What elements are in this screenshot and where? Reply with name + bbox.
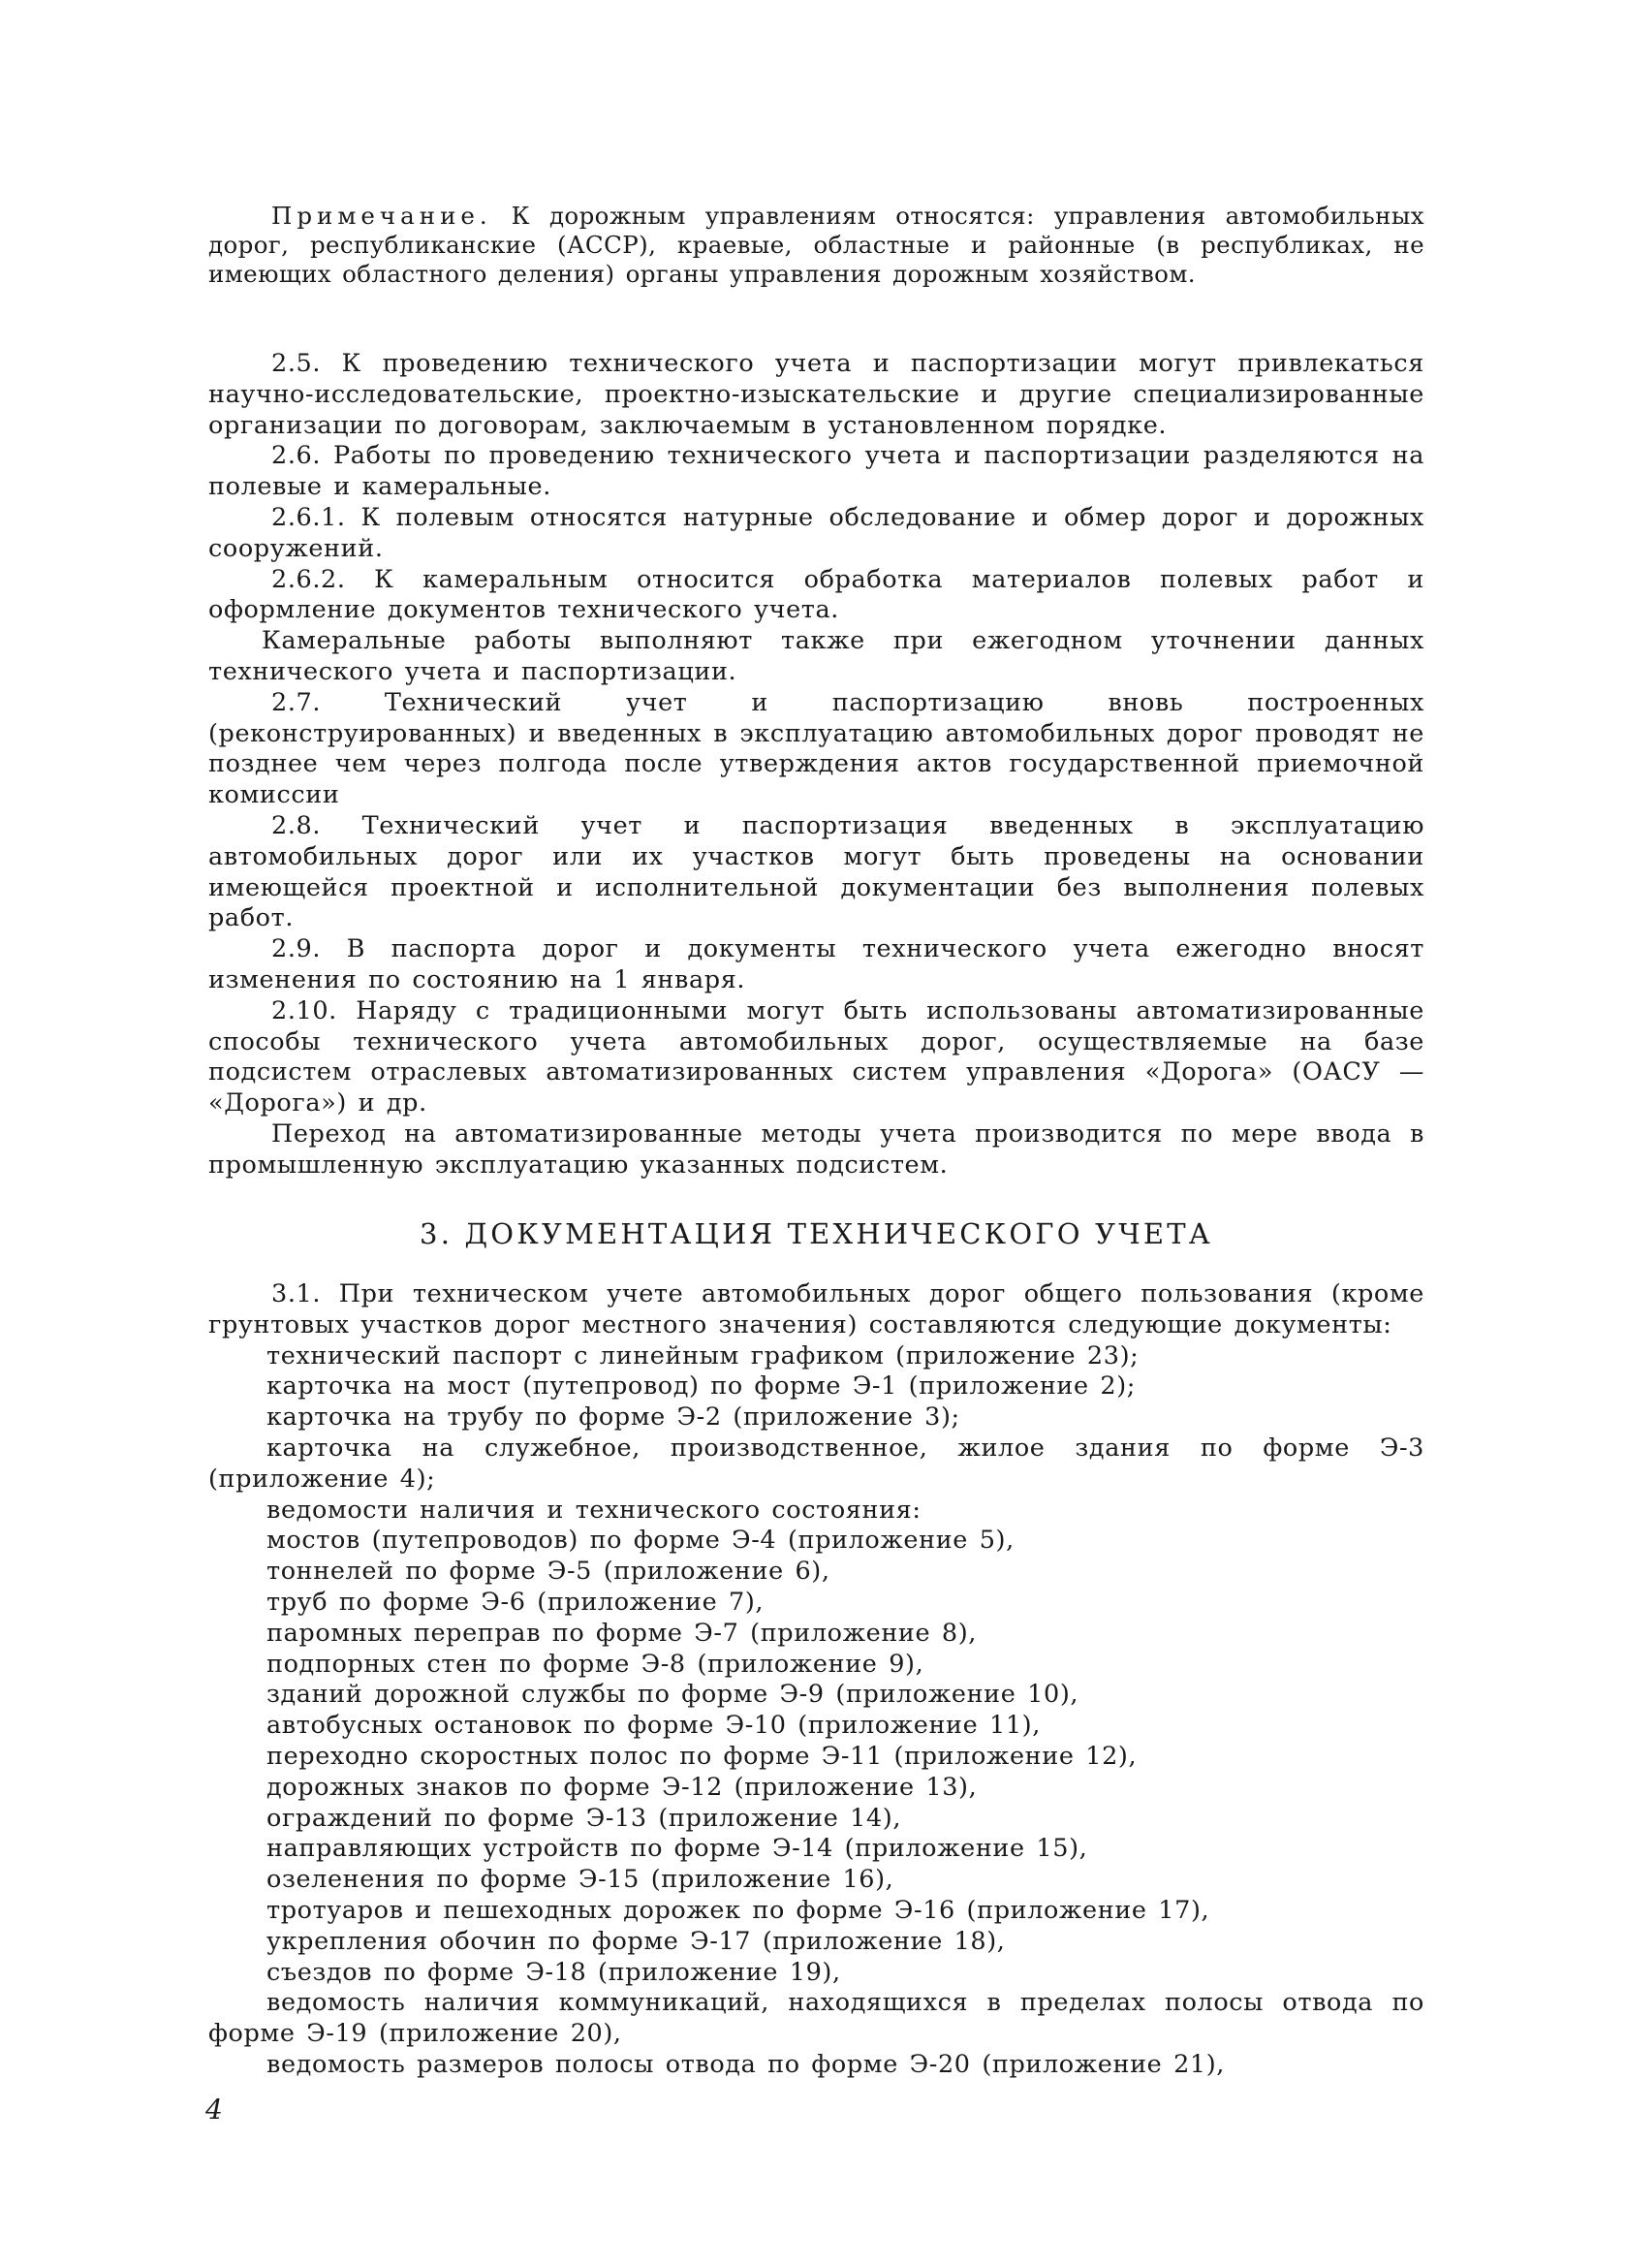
list-item: карточка на трубу по форме Э-2 (приложение 3); bbox=[266, 1402, 960, 1433]
list-item: ведомость размеров полосы отвода по форме Э-20 (приложение 21), bbox=[266, 2049, 1225, 2079]
list-item: карточка на служебное, производственное, жилое здания по форме Э-3 (приложение 4); bbox=[208, 1433, 1424, 1494]
section-3-body bbox=[208, 1279, 1424, 2081]
paragraph-2-6: 2.6. Работы по проведению технического учета и паспортизации разделяются на полевые и камеральные. bbox=[208, 441, 1424, 502]
list-item: съездов по форме Э-18 (приложение 19), bbox=[266, 1957, 841, 1987]
list-item: тоннелей по форме Э-5 (приложение 6), bbox=[266, 1557, 830, 1587]
list-item: зданий дорожной службы по форме Э-9 (приложение 10), bbox=[266, 1680, 1079, 1710]
paragraph-2-6-2: 2.6.2. К камеральным относится обработка материалов полевых работ и оформление документов технического учета. bbox=[208, 564, 1424, 625]
list-item: автобусных остановок по форме Э-10 (приложение 11), bbox=[266, 1711, 1041, 1741]
paragraph-2-7: 2.7. Технический учет и паспортизацию вновь построенных (реконструированных) и введенных в эксплуатацию автомобильных дорог проводят не позднее чем через полгода после утверждения актов государственной приемочной комиссии bbox=[208, 687, 1424, 810]
list-item: карточка на мост (путепровод) по форме Э-1 (приложение 2); bbox=[266, 1371, 1136, 1402]
list-item: ограждений по форме Э-13 (приложение 14), bbox=[266, 1803, 902, 1833]
note-text: К дорожным управлениям относятся: управления автомобильных дорог, республиканские (АССР), краевые, областные и районные (в республиках, не имеющих областного деления) органы управления дорожным хозяйством. bbox=[208, 202, 1424, 288]
section-heading: 3. ДОКУМЕНТАЦИЯ ТЕХНИЧЕСКОГО УЧЕТА bbox=[420, 1217, 1213, 1250]
paragraph-2-6-1: 2.6.1. К полевым относятся натурные обследование и обмер дорог и дорожных сооружений. bbox=[208, 502, 1424, 563]
paragraph-2-8: 2.8. Технический учет и паспортизация введенных в эксплуатацию автомобильных дорог или их участков могут быть проведены на основании имеющейся проектной и исполнительной документации без выполнения полевых работ. bbox=[208, 810, 1424, 933]
list-item: ведомости наличия и технического состояния: bbox=[266, 1495, 922, 1525]
paragraph-2-9: 2.9. В паспорта дорог и документы технического учета ежегодно вносят изменения по состоянию на 1 января. bbox=[208, 934, 1424, 994]
page-number: 4 bbox=[205, 2094, 223, 2126]
list-item: мостов (путепроводов) по форме Э-4 (приложение 5), bbox=[266, 1526, 1015, 1556]
list-item: направляющих устройств по форме Э-14 (приложение 15), bbox=[266, 1834, 1088, 1864]
note-paragraph bbox=[208, 202, 1424, 289]
list-item: тротуаров и пешеходных дорожек по форме Э-16 (приложение 17), bbox=[266, 1895, 1210, 1925]
paragraph-transition: Переход на автоматизированные методы учета производится по мере ввода в промышленную эксплуатацию указанных подсистем. bbox=[208, 1118, 1424, 1180]
list-item: ведомость наличия коммуникаций, находящихся в пределах полосы отвода по форме Э-19 (приложение 20), bbox=[208, 1988, 1424, 2049]
list-item: переходно скоростных полос по форме Э-11 (приложение 12), bbox=[266, 1741, 1138, 1771]
list-item: паромных переправ по форме Э-7 (приложение 8), bbox=[266, 1618, 977, 1648]
paragraph-office-work: Камеральные работы выполняют также при ежегодном уточнении данных технического учета и паспортизации. bbox=[208, 626, 1424, 686]
paragraph-3-1: 3.1. При техническом учете автомобильных дорог общего пользования (кроме грунтовых участков дорог местного значения) составляются следующие документы: bbox=[208, 1279, 1424, 1339]
note-label: Примечание. bbox=[271, 202, 492, 230]
paragraph-2-10: 2.10. Наряду с традиционными могут быть использованы автоматизированные способы технического учета автомобильных дорог, осуществляемые на базе подсистем отраслевых автоматизированных систем управления «Дорога» (ОАСУ — «Дорога») и др. bbox=[208, 995, 1424, 1118]
paragraph-2-5: 2.5. К проведению технического учета и паспортизации могут привлекаться научно-исследовательские, проектно-изыскательские и другие специализированные организации по договорам, заключаемым в установленном порядке. bbox=[208, 349, 1424, 440]
note-block bbox=[208, 202, 1424, 289]
list-item: технический паспорт с линейным графиком (приложение 23); bbox=[266, 1340, 1140, 1370]
body-top bbox=[208, 349, 1424, 1181]
list-item: дорожных знаков по форме Э-12 (приложение 13), bbox=[266, 1772, 978, 1802]
list-item: укрепления обочин по форме Э-17 (приложение 18), bbox=[266, 1926, 1006, 1956]
list-item: подпорных стен по форме Э-8 (приложение 9), bbox=[266, 1649, 924, 1679]
list-item: озеленения по форме Э-15 (приложение 16), bbox=[266, 1865, 894, 1895]
list-item: труб по форме Э-6 (приложение 7), bbox=[266, 1587, 765, 1617]
section-3-heading bbox=[208, 1216, 1424, 1251]
